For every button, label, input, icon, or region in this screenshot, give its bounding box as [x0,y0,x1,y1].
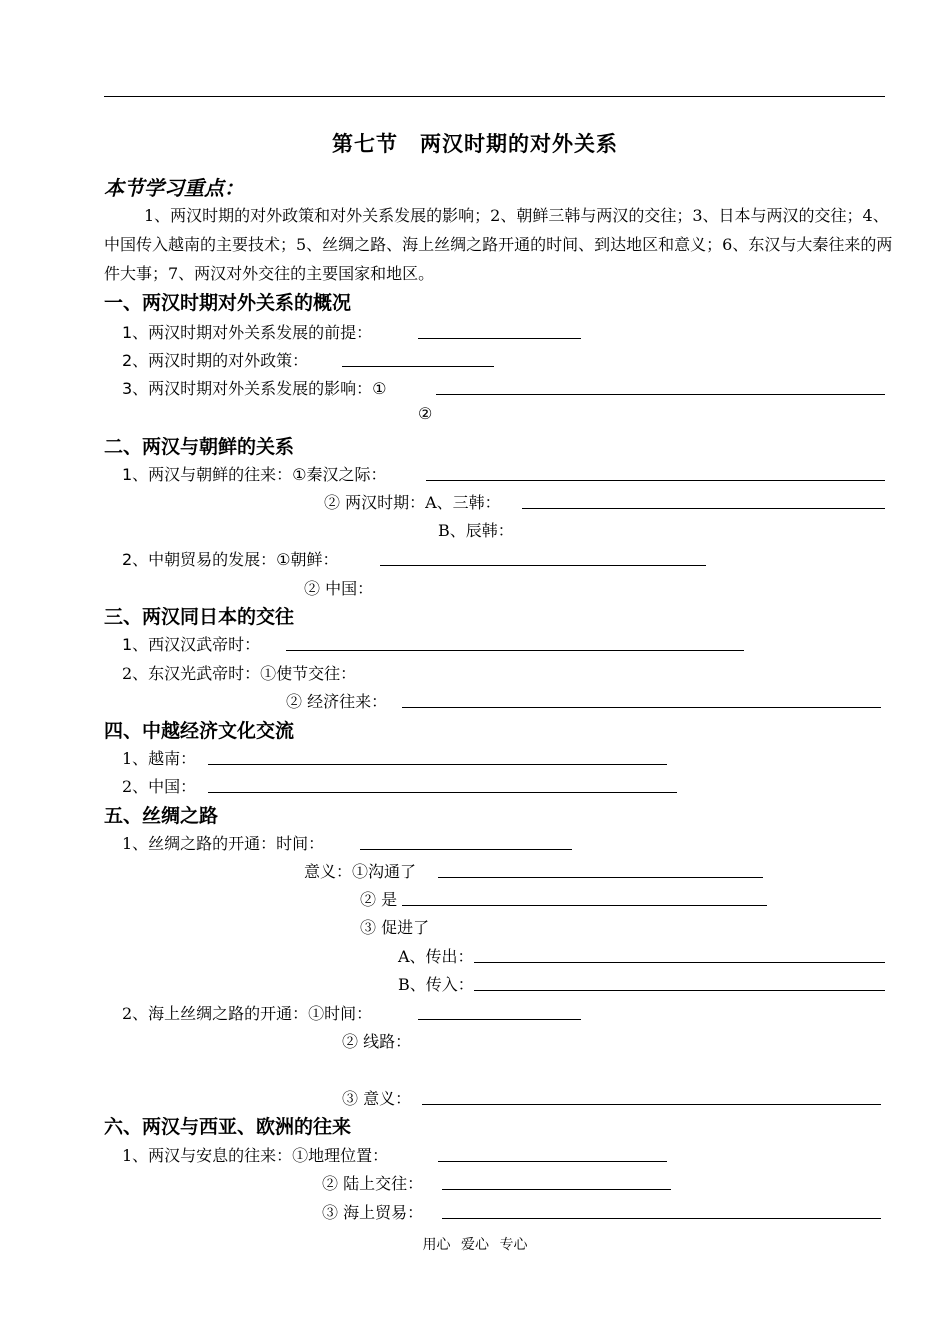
section-5-heading: 五、丝绸之路 [104,805,219,827]
s1-item-3-blank[interactable] [436,394,885,395]
s5-item-1e: A、传出： [398,947,474,966]
s5-item-1d: ③ 促进了 [360,918,430,937]
s2-item-2b: ② 中国： [304,579,374,598]
s5-item-2c: ③ 意义： [342,1089,412,1108]
s1-item-1-blank[interactable] [418,338,581,339]
s2-item-1-blank[interactable] [426,480,885,481]
s4-item-2-blank[interactable] [208,792,677,793]
section-6-heading: 六、两汉与西亚、欧洲的往来 [104,1116,352,1138]
s5-item-1f: B、传入： [398,975,474,994]
section-1-heading: 一、两汉时期对外关系的概况 [104,292,352,314]
page-title: 第七节 两汉时期的对外关系 [332,131,618,156]
s5-item-1e-blank[interactable] [474,962,885,963]
s4-item-2: 2、中国： [122,777,197,796]
s5-item-1c-blank[interactable] [402,905,767,906]
s2-item-1: 1、两汉与朝鲜的往来：①秦汉之际： [122,465,387,484]
s4-item-1-blank[interactable] [208,764,667,765]
s3-item-2b: ② 经济往来： [286,692,388,711]
section-4-heading: 四、中越经济文化交流 [104,720,295,742]
s5-item-1b-blank[interactable] [438,877,763,878]
s1-item-1: 1、两汉时期对外关系发展的前提： [122,323,373,342]
s5-item-2: 2、海上丝绸之路的开通：①时间： [122,1004,373,1023]
s3-item-2b-blank[interactable] [402,707,881,708]
header-rule [104,96,885,97]
page-footer: 用心 爱心 专心 [422,1237,528,1253]
s1-item-3: 3、两汉时期对外关系发展的影响：① [122,379,387,398]
section-3-heading: 三、两汉同日本的交往 [104,606,295,628]
s6-item-1b: ② 陆上交往： [322,1174,424,1193]
s3-item-1: 1、西汉汉武帝时： [122,635,261,654]
s6-item-1b-blank[interactable] [442,1189,671,1190]
s6-item-1: 1、两汉与安息的往来：①地理位置： [122,1146,389,1165]
s5-item-2c-blank[interactable] [422,1104,881,1105]
section-2-heading: 二、两汉与朝鲜的关系 [104,436,295,458]
s6-item-1-blank[interactable] [438,1161,667,1162]
s5-item-2-blank[interactable] [418,1019,581,1020]
s4-item-1: 1、越南： [122,749,197,768]
key-points-paragraph: 1、两汉时期的对外政策和对外关系发展的影响；2、朝鲜三韩与两汉的交往；3、日本与两汉的交往；4、中国传入越南的主要技术；5、丝绸之路、海上丝绸之路开通的时间、到达地区和意义；6、东汉与大秦往来的两件大事；7、两汉对外交往的主要国家和地区。 [104,206,893,283]
s2-item-1b: ② 两汉时期：A、三韩： [324,493,501,512]
s1-item-2-blank[interactable] [342,366,494,367]
s5-item-1: 1、丝绸之路的开通：时间： [122,834,325,853]
s6-item-1c: ③ 海上贸易： [322,1203,424,1222]
s5-item-1f-blank[interactable] [474,990,885,991]
s2-item-1c: B、辰韩： [438,521,514,540]
s5-item-1b: 意义：①沟通了 [304,862,417,881]
s3-item-2: 2、东汉光武帝时：①使节交往： [122,664,357,683]
s1-item-3b: ② [418,404,433,423]
s3-item-1-blank[interactable] [286,650,744,651]
s1-item-2: 2、两汉时期的对外政策： [122,351,309,370]
s5-item-1-blank[interactable] [360,849,572,850]
s5-item-1c: ② 是 [360,890,398,909]
s5-item-2b: ② 线路： [342,1032,412,1051]
key-points-heading: 本节学习重点： [104,176,244,200]
s2-item-1b-blank[interactable] [522,508,885,509]
s2-item-2-blank[interactable] [380,565,706,566]
s2-item-2: 2、中朝贸易的发展：①朝鲜： [122,550,339,569]
s6-item-1c-blank[interactable] [442,1218,881,1219]
